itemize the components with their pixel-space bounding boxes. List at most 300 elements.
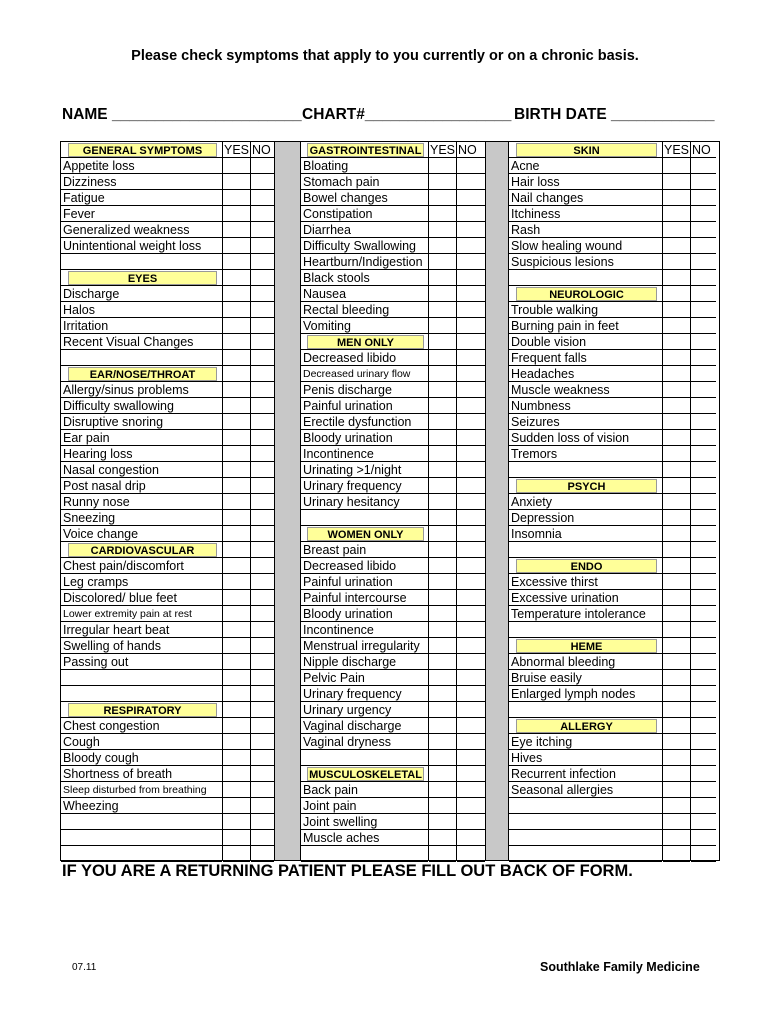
yes-checkbox[interactable]	[429, 398, 456, 414]
no-checkbox[interactable]	[251, 798, 274, 814]
yes-checkbox[interactable]	[429, 462, 456, 478]
yes-checkbox[interactable]	[429, 830, 456, 846]
no-checkbox[interactable]	[251, 318, 274, 334]
symptom-label: Decreased urinary flow	[301, 366, 428, 382]
no-checkbox[interactable]	[457, 302, 485, 318]
symptom-label: Vaginal discharge	[301, 718, 428, 734]
no-checkbox	[457, 766, 485, 782]
no-checkbox[interactable]	[251, 174, 274, 190]
no-checkbox[interactable]	[691, 254, 716, 270]
yes-checkbox[interactable]	[223, 526, 250, 542]
yes-checkbox[interactable]	[663, 510, 690, 526]
no-checkbox[interactable]	[251, 526, 274, 542]
symptom-label: Halos	[61, 302, 222, 318]
no-checkbox[interactable]	[691, 686, 716, 702]
no-checkbox[interactable]	[457, 206, 485, 222]
yes-checkbox	[663, 638, 690, 654]
symptom-label: Difficulty Swallowing	[301, 238, 428, 254]
yes-checkbox[interactable]	[223, 446, 250, 462]
symptom-label: Breast pain	[301, 542, 428, 558]
no-checkbox[interactable]	[457, 558, 485, 574]
yes-checkbox[interactable]	[223, 190, 250, 206]
no-checkbox[interactable]	[251, 190, 274, 206]
yes-checkbox[interactable]	[429, 542, 456, 558]
no-checkbox[interactable]	[457, 270, 485, 286]
yes-checkbox[interactable]	[663, 382, 690, 398]
yes-checkbox[interactable]	[223, 606, 250, 622]
no-checkbox[interactable]	[691, 590, 716, 606]
yes-checkbox[interactable]	[223, 222, 250, 238]
symptom-label: Ear pain	[61, 430, 222, 446]
no-checkbox[interactable]	[457, 670, 485, 686]
no-checkbox[interactable]	[251, 606, 274, 622]
yes-checkbox[interactable]	[223, 654, 250, 670]
yes-checkbox[interactable]	[429, 238, 456, 254]
no-checkbox	[457, 334, 485, 350]
no-checkbox[interactable]	[691, 302, 716, 318]
yes-checkbox	[663, 286, 690, 302]
symptom-label: Enlarged lymph nodes	[509, 686, 662, 702]
form-version-code: 07.11	[72, 962, 97, 973]
no-checkbox	[251, 670, 274, 686]
symptom-label: Nasal congestion	[61, 462, 222, 478]
symptom-label: Incontinence	[301, 622, 428, 638]
no-checkbox[interactable]	[457, 222, 485, 238]
no-checkbox[interactable]	[691, 750, 716, 766]
no-checkbox[interactable]	[691, 494, 716, 510]
yes-checkbox[interactable]	[223, 638, 250, 654]
yes-checkbox[interactable]	[663, 526, 690, 542]
yes-checkbox[interactable]	[429, 254, 456, 270]
symptom-label: Menstrual irregularity	[301, 638, 428, 654]
no-header: NO	[457, 142, 485, 158]
no-checkbox[interactable]	[251, 718, 274, 734]
no-checkbox	[691, 638, 716, 654]
section-header	[301, 526, 428, 542]
no-checkbox[interactable]	[457, 366, 485, 382]
no-checkbox[interactable]	[457, 238, 485, 254]
symptom-label: Eye itching	[509, 734, 662, 750]
yes-checkbox	[223, 702, 250, 718]
yes-checkbox	[663, 814, 690, 830]
no-checkbox[interactable]	[457, 718, 485, 734]
no-checkbox	[457, 846, 485, 862]
yes-checkbox[interactable]	[429, 382, 456, 398]
symptom-label: Chest congestion	[61, 718, 222, 734]
yes-checkbox[interactable]	[223, 766, 250, 782]
yes-checkbox[interactable]	[429, 606, 456, 622]
no-checkbox[interactable]	[457, 654, 485, 670]
no-checkbox[interactable]	[457, 430, 485, 446]
no-checkbox[interactable]	[251, 398, 274, 414]
no-checkbox	[691, 702, 716, 718]
no-checkbox	[691, 286, 716, 302]
blank-row	[301, 510, 428, 526]
symptom-label: Constipation	[301, 206, 428, 222]
no-checkbox[interactable]	[457, 446, 485, 462]
blank-row	[509, 846, 662, 862]
no-checkbox[interactable]	[457, 782, 485, 798]
no-checkbox[interactable]	[457, 494, 485, 510]
symptom-label: Temperature intolerance	[509, 606, 662, 622]
yes-checkbox	[663, 622, 690, 638]
no-checkbox[interactable]	[691, 782, 716, 798]
no-checkbox[interactable]	[457, 286, 485, 302]
yes-checkbox[interactable]	[663, 334, 690, 350]
symptom-label: Hives	[509, 750, 662, 766]
blank-row	[509, 622, 662, 638]
no-checkbox[interactable]	[251, 334, 274, 350]
no-checkbox	[251, 830, 274, 846]
yes-checkbox[interactable]	[429, 734, 456, 750]
yes-checkbox[interactable]	[223, 414, 250, 430]
yes-checkbox[interactable]	[429, 190, 456, 206]
symptom-label: Insomnia	[509, 526, 662, 542]
yes-checkbox[interactable]	[663, 670, 690, 686]
yes-checkbox[interactable]	[223, 382, 250, 398]
no-checkbox[interactable]	[691, 334, 716, 350]
yes-checkbox[interactable]	[429, 414, 456, 430]
yes-checkbox[interactable]	[429, 782, 456, 798]
no-checkbox[interactable]	[251, 382, 274, 398]
symptom-label: Difficulty swallowing	[61, 398, 222, 414]
no-checkbox[interactable]	[691, 654, 716, 670]
symptom-column-general	[61, 142, 300, 860]
yes-checkbox[interactable]	[223, 238, 250, 254]
yes-checkbox[interactable]	[429, 318, 456, 334]
yes-checkbox[interactable]	[429, 670, 456, 686]
yes-checkbox[interactable]	[223, 782, 250, 798]
no-checkbox[interactable]	[251, 446, 274, 462]
symptom-label: Appetite loss	[61, 158, 222, 174]
symptom-label: Burning pain in feet	[509, 318, 662, 334]
yes-checkbox[interactable]	[429, 350, 456, 366]
no-checkbox[interactable]	[457, 702, 485, 718]
symptom-label: Pelvic Pain	[301, 670, 428, 686]
symptom-label: Fever	[61, 206, 222, 222]
yes-checkbox[interactable]	[663, 222, 690, 238]
symptom-label: Abnormal bleeding	[509, 654, 662, 670]
yes-checkbox[interactable]	[663, 590, 690, 606]
birth-date-field[interactable]: BIRTH DATE ____________	[514, 106, 715, 123]
no-checkbox[interactable]	[691, 190, 716, 206]
no-checkbox[interactable]	[457, 190, 485, 206]
no-checkbox[interactable]	[457, 798, 485, 814]
yes-checkbox[interactable]	[663, 414, 690, 430]
yes-checkbox[interactable]	[429, 494, 456, 510]
yes-checkbox[interactable]	[429, 622, 456, 638]
no-checkbox[interactable]	[251, 766, 274, 782]
yes-checkbox[interactable]	[663, 190, 690, 206]
yes-checkbox[interactable]	[429, 638, 456, 654]
no-checkbox[interactable]	[251, 558, 274, 574]
yes-header: YES	[224, 143, 250, 157]
no-checkbox[interactable]	[251, 302, 274, 318]
no-checkbox[interactable]	[457, 622, 485, 638]
yes-checkbox[interactable]	[223, 494, 250, 510]
symptom-label: Anxiety	[509, 494, 662, 510]
yes-checkbox[interactable]	[223, 318, 250, 334]
no-checkbox[interactable]	[691, 350, 716, 366]
yes-checkbox[interactable]	[223, 718, 250, 734]
yes-checkbox[interactable]	[663, 254, 690, 270]
section-header-label: ENDO	[516, 559, 658, 573]
no-checkbox[interactable]	[251, 510, 274, 526]
yes-checkbox[interactable]	[223, 750, 250, 766]
no-checkbox[interactable]	[457, 382, 485, 398]
yes-checkbox	[663, 846, 690, 862]
yes-checkbox[interactable]	[429, 366, 456, 382]
no-checkbox[interactable]	[251, 286, 274, 302]
yes-checkbox[interactable]	[429, 478, 456, 494]
no-column	[690, 142, 716, 860]
form-instruction: Please check symptoms that apply to you currently or on a chronic basis.	[131, 48, 639, 64]
yes-checkbox[interactable]	[429, 302, 456, 318]
symptom-label: Decreased libido	[301, 558, 428, 574]
no-checkbox[interactable]	[251, 478, 274, 494]
no-checkbox[interactable]	[457, 830, 485, 846]
yes-checkbox[interactable]	[663, 686, 690, 702]
no-checkbox[interactable]	[691, 766, 716, 782]
yes-checkbox[interactable]	[223, 478, 250, 494]
section-header	[509, 142, 662, 158]
yes-checkbox[interactable]	[429, 654, 456, 670]
no-checkbox[interactable]	[691, 238, 716, 254]
symptom-label: Nail changes	[509, 190, 662, 206]
no-checkbox	[457, 750, 485, 766]
yes-checkbox[interactable]	[663, 238, 690, 254]
yes-checkbox[interactable]	[663, 782, 690, 798]
yes-checkbox[interactable]	[663, 766, 690, 782]
no-checkbox[interactable]	[691, 606, 716, 622]
symptom-label: Hearing loss	[61, 446, 222, 462]
yes-checkbox[interactable]	[223, 286, 250, 302]
no-checkbox[interactable]	[691, 366, 716, 382]
no-checkbox[interactable]	[457, 350, 485, 366]
yes-checkbox[interactable]	[429, 590, 456, 606]
yes-checkbox[interactable]	[429, 718, 456, 734]
yes-checkbox[interactable]	[223, 206, 250, 222]
yes-checkbox[interactable]	[429, 446, 456, 462]
yes-checkbox[interactable]	[663, 430, 690, 446]
section-header	[61, 142, 222, 158]
no-checkbox[interactable]	[251, 430, 274, 446]
yes-checkbox[interactable]	[223, 334, 250, 350]
no-checkbox[interactable]	[691, 174, 716, 190]
symptom-label: Bloody urination	[301, 430, 428, 446]
yes-checkbox[interactable]	[429, 206, 456, 222]
yes-checkbox[interactable]	[429, 158, 456, 174]
no-checkbox[interactable]	[457, 158, 485, 174]
symptom-label: Suspicious lesions	[509, 254, 662, 270]
yes-checkbox[interactable]	[429, 702, 456, 718]
section-header	[301, 766, 428, 782]
yes-checkbox[interactable]	[429, 222, 456, 238]
name-field[interactable]: NAME ______________________	[62, 106, 302, 123]
yes-checkbox[interactable]	[663, 158, 690, 174]
no-checkbox[interactable]	[691, 510, 716, 526]
no-checkbox[interactable]	[457, 814, 485, 830]
no-column	[456, 142, 485, 860]
yes-header: YES	[430, 143, 456, 157]
no-checkbox[interactable]	[457, 414, 485, 430]
symptom-column-gastro	[300, 142, 508, 860]
yes-checkbox[interactable]	[429, 270, 456, 286]
yes-checkbox[interactable]	[429, 798, 456, 814]
no-checkbox[interactable]	[251, 750, 274, 766]
no-checkbox[interactable]	[251, 574, 274, 590]
no-checkbox	[251, 350, 274, 366]
no-checkbox[interactable]	[457, 254, 485, 270]
no-checkbox[interactable]	[457, 462, 485, 478]
yes-checkbox[interactable]	[663, 606, 690, 622]
yes-checkbox[interactable]	[223, 574, 250, 590]
yes-checkbox[interactable]	[663, 350, 690, 366]
yes-checkbox	[429, 766, 456, 782]
yes-checkbox[interactable]	[223, 798, 250, 814]
no-checkbox[interactable]	[691, 222, 716, 238]
yes-checkbox[interactable]	[663, 734, 690, 750]
yes-checkbox[interactable]	[223, 158, 250, 174]
symptom-label: Numbness	[509, 398, 662, 414]
no-checkbox[interactable]	[251, 638, 274, 654]
yes-checkbox[interactable]	[663, 206, 690, 222]
no-checkbox[interactable]	[251, 158, 274, 174]
symptom-label-column	[509, 142, 662, 860]
yes-checkbox	[663, 270, 690, 286]
yes-checkbox[interactable]	[663, 174, 690, 190]
no-checkbox	[691, 478, 716, 494]
yes-checkbox[interactable]	[429, 686, 456, 702]
yes-checkbox[interactable]	[663, 446, 690, 462]
yes-checkbox[interactable]	[663, 398, 690, 414]
no-checkbox	[691, 270, 716, 286]
no-checkbox	[691, 830, 716, 846]
blank-row	[509, 830, 662, 846]
no-checkbox[interactable]	[457, 542, 485, 558]
yes-checkbox[interactable]	[223, 398, 250, 414]
yes-checkbox[interactable]	[223, 462, 250, 478]
no-checkbox[interactable]	[691, 414, 716, 430]
yes-checkbox[interactable]	[663, 366, 690, 382]
no-checkbox[interactable]	[251, 734, 274, 750]
yes-checkbox[interactable]	[429, 286, 456, 302]
returning-patient-notice: IF YOU ARE A RETURNING PATIENT PLEASE FILL OUT BACK OF FORM.	[62, 862, 633, 880]
no-checkbox	[251, 254, 274, 270]
yes-checkbox[interactable]	[223, 510, 250, 526]
no-checkbox[interactable]	[251, 782, 274, 798]
yes-checkbox[interactable]	[223, 734, 250, 750]
no-column	[250, 142, 274, 860]
no-checkbox[interactable]	[691, 446, 716, 462]
blank-row	[61, 254, 222, 270]
yes-checkbox[interactable]	[663, 494, 690, 510]
no-checkbox[interactable]	[457, 686, 485, 702]
no-checkbox[interactable]	[251, 222, 274, 238]
no-checkbox[interactable]	[251, 238, 274, 254]
yes-checkbox[interactable]	[429, 574, 456, 590]
no-header: NO	[691, 142, 716, 158]
yes-checkbox[interactable]	[663, 654, 690, 670]
no-checkbox[interactable]	[691, 398, 716, 414]
yes-checkbox	[429, 526, 456, 542]
yes-checkbox[interactable]	[223, 174, 250, 190]
no-checkbox[interactable]	[691, 318, 716, 334]
no-checkbox[interactable]	[457, 606, 485, 622]
no-checkbox[interactable]	[457, 318, 485, 334]
no-checkbox[interactable]	[691, 430, 716, 446]
no-checkbox[interactable]	[457, 398, 485, 414]
no-checkbox[interactable]	[457, 574, 485, 590]
yes-checkbox[interactable]	[663, 318, 690, 334]
yes-checkbox	[663, 542, 690, 558]
yes-checkbox[interactable]	[429, 430, 456, 446]
yes-checkbox[interactable]	[223, 590, 250, 606]
symptom-label: Double vision	[509, 334, 662, 350]
no-checkbox[interactable]	[251, 654, 274, 670]
no-checkbox[interactable]	[251, 414, 274, 430]
no-checkbox[interactable]	[457, 734, 485, 750]
no-checkbox[interactable]	[457, 590, 485, 606]
no-checkbox[interactable]	[251, 622, 274, 638]
section-header-label: EYES	[68, 271, 217, 285]
section-header-label: PSYCH	[516, 479, 658, 493]
yes-checkbox[interactable]	[663, 574, 690, 590]
no-checkbox[interactable]	[691, 526, 716, 542]
symptom-label: Recurrent infection	[509, 766, 662, 782]
section-header	[61, 270, 222, 286]
yes-checkbox	[223, 846, 250, 862]
yes-checkbox[interactable]	[223, 430, 250, 446]
yes-checkbox[interactable]	[223, 622, 250, 638]
symptom-label: Post nasal drip	[61, 478, 222, 494]
no-checkbox[interactable]	[251, 206, 274, 222]
no-checkbox[interactable]	[691, 574, 716, 590]
symptom-label: Painful urination	[301, 574, 428, 590]
no-checkbox[interactable]	[457, 478, 485, 494]
no-checkbox[interactable]	[691, 206, 716, 222]
yes-checkbox	[663, 798, 690, 814]
no-checkbox[interactable]	[691, 382, 716, 398]
no-checkbox[interactable]	[251, 462, 274, 478]
chart-number-field[interactable]: CHART#_________________	[302, 106, 512, 123]
symptom-label: Wheezing	[61, 798, 222, 814]
yes-checkbox[interactable]	[429, 814, 456, 830]
symptom-label: Bloating	[301, 158, 428, 174]
no-checkbox[interactable]	[457, 174, 485, 190]
symptom-label: Runny nose	[61, 494, 222, 510]
no-checkbox[interactable]	[691, 158, 716, 174]
yes-checkbox[interactable]	[429, 558, 456, 574]
yes-checkbox	[663, 558, 690, 574]
no-checkbox[interactable]	[691, 670, 716, 686]
symptom-label: Shortness of breath	[61, 766, 222, 782]
yes-checkbox[interactable]	[429, 174, 456, 190]
yes-checkbox[interactable]	[223, 302, 250, 318]
symptom-label: Voice change	[61, 526, 222, 542]
yes-checkbox[interactable]	[663, 750, 690, 766]
yes-checkbox[interactable]	[663, 302, 690, 318]
yes-checkbox[interactable]	[223, 558, 250, 574]
symptom-label: Seasonal allergies	[509, 782, 662, 798]
symptom-label: Slow healing wound	[509, 238, 662, 254]
section-header-label: GENERAL SYMPTOMS	[68, 143, 217, 157]
no-checkbox[interactable]	[251, 494, 274, 510]
symptom-label: Vomiting	[301, 318, 428, 334]
no-checkbox[interactable]	[691, 734, 716, 750]
no-checkbox[interactable]	[251, 590, 274, 606]
no-checkbox[interactable]	[457, 638, 485, 654]
